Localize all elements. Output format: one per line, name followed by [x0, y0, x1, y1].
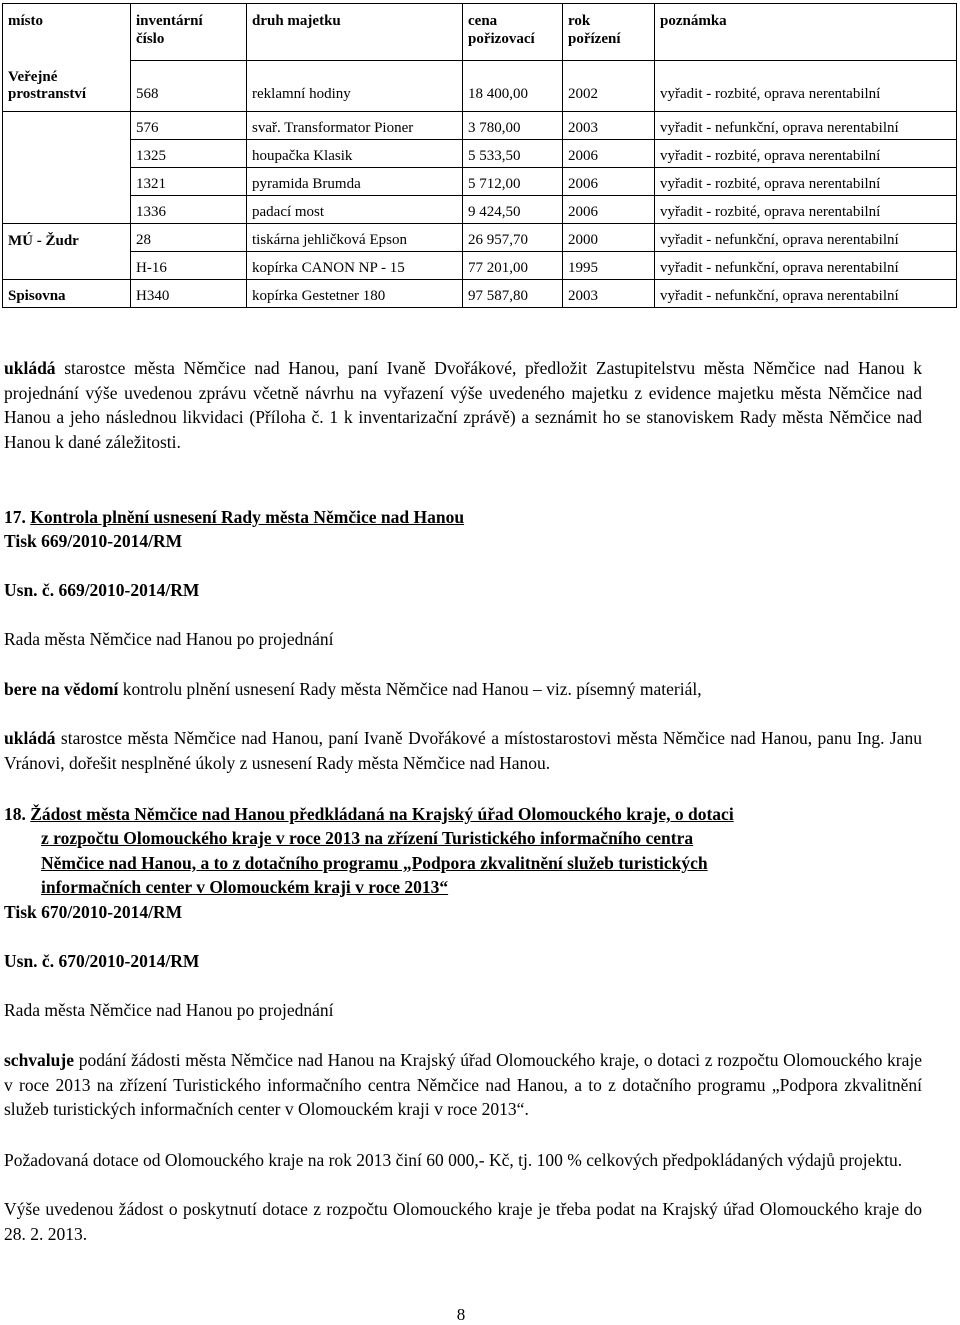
cell-cislo: 568	[131, 61, 247, 112]
cell-misto	[3, 168, 131, 196]
section-18-usneseni: Usn. č. 670/2010-2014/RM	[4, 951, 200, 971]
cell-poznamka: vyřadit - nefunkční, oprava nerentabilní	[655, 224, 957, 252]
cell-poznamka: vyřadit - rozbité, oprava nerentabilní	[655, 61, 957, 112]
header-inventarni-cislo: inventární číslo	[131, 4, 247, 61]
cell-druh: svař. Transformator Pioner	[247, 112, 463, 140]
cell-poznamka: vyřadit - rozbité, oprava nerentabilní	[655, 196, 957, 224]
cell-misto	[3, 196, 131, 224]
cell-cena: 3 780,00	[463, 112, 563, 140]
cell-misto: Veřejné prostranství	[3, 61, 131, 112]
cell-misto	[3, 252, 131, 280]
cell-druh: pyramida Brumda	[247, 168, 463, 196]
table-row	[3, 196, 957, 224]
cell-rok: 1995	[563, 252, 655, 280]
section-18-tisk: Tisk 670/2010-2014/RM	[4, 902, 183, 922]
cell-rok: 2006	[563, 168, 655, 196]
cell-rok: 2003	[563, 280, 655, 308]
cell-rok: 2006	[563, 140, 655, 168]
section-18-pozadovana-dotace: Požadovaná dotace od Olomouckého kraje na rok 2013 činí 60 000,- Kč, tj. 100 % celkových předpokládaných výdajů projektu.	[4, 1150, 903, 1170]
cell-poznamka: vyřadit - rozbité, oprava nerentabilní	[655, 140, 957, 168]
table-row	[3, 112, 957, 140]
cell-misto: Spisovna	[3, 280, 131, 308]
cell-cislo: 28	[131, 224, 247, 252]
page-number: 8	[456, 1305, 466, 1324]
cell-cislo: 1336	[131, 196, 247, 224]
cell-cena: 18 400,00	[463, 61, 563, 112]
cell-cena: 5 712,00	[463, 168, 563, 196]
section-18-heading: 18. Žádost města Němčice nad Hanou předkládaná na Krajský úřad Olomouckého kraje, o dotaci z rozpočtu Olomouckého kraje v roce 2013 na zřízení Turistického informačního centra Němčice nad Hanou, a to z dotačního programu „Podpora zkvalitnění služeb turistických informačních center v Olomouckém kraji v roce 2013“	[4, 804, 734, 897]
asset-disposal-table	[2, 3, 957, 308]
cell-druh: kopírka CANON NP - 15	[247, 252, 463, 280]
cell-cena: 9 424,50	[463, 196, 563, 224]
table-row	[3, 252, 957, 280]
header-cena: cena pořizovací	[463, 4, 563, 61]
cell-poznamka: vyřadit - nefunkční, oprava nerentabilní	[655, 112, 957, 140]
table-row	[3, 140, 957, 168]
header-druh-majetku: druh majetku	[247, 4, 463, 61]
cell-druh: kopírka Gestetner 180	[247, 280, 463, 308]
cell-cena: 5 533,50	[463, 140, 563, 168]
header-poznamka: poznámka	[655, 4, 957, 61]
paragraph-uklada-inventarizace: ukládá starostce města Němčice nad Hanou, paní Ivaně Dvořákové, předložit Zastupitelstvu města Němčice nad Hanou k projednání výše uvedenou zprávu včetně návrhu na vyřazení výše uvedeného majetku z evidence majetku města Němčice nad Hanou a jeho následnou likvidaci (Příloha č. 1 k inventarizační zprávě) a seznámit ho se stanoviskem Rady města Němčice nad Hanou k dané záležitosti.	[4, 358, 922, 452]
cell-cislo: 1325	[131, 140, 247, 168]
header-misto: místo	[3, 4, 131, 61]
cell-poznamka: vyřadit - nefunkční, oprava nerentabilní	[655, 252, 957, 280]
table-row	[3, 224, 957, 252]
cell-misto	[3, 112, 131, 140]
table-header-row	[3, 4, 957, 61]
cell-poznamka: vyřadit - nefunkční, oprava nerentabilní	[655, 280, 957, 308]
cell-cislo: H-16	[131, 252, 247, 280]
cell-misto: MÚ - Žudr	[3, 224, 131, 252]
section-17-rada: Rada města Němčice nad Hanou po projednání	[4, 629, 334, 649]
section-18-rada: Rada města Němčice nad Hanou po projednání	[4, 1000, 334, 1020]
cell-cislo: H340	[131, 280, 247, 308]
cell-cislo: 576	[131, 112, 247, 140]
cell-cislo: 1321	[131, 168, 247, 196]
cell-druh: houpačka Klasik	[247, 140, 463, 168]
section-18-schvaluje: schvaluje podání žádosti města Němčice nad Hanou na Krajský úřad Olomouckého kraje, o dotaci z rozpočtu Olomouckého kraje v roce 2013 na zřízení Turistického informačního centra Němčice nad Hanou, a to z dotačního programu „Podpora zkvalitnění služeb turistických informačních center v Olomouckém kraji v roce 2013“.	[4, 1050, 922, 1119]
header-rok: rok pořízení	[563, 4, 655, 61]
cell-cena: 77 201,00	[463, 252, 563, 280]
section-17-uklada: ukládá starostce města Němčice nad Hanou, paní Ivaně Dvořákové a místostarostovi města Němčice nad Hanou, panu Ing. Janu Vránovi, dořešit nesplněné úkoly z usnesení Rady města Němčice nad Hanou.	[4, 728, 922, 773]
section-17-bere-na-vedomi: bere na vědomí kontrolu plnění usnesení Rady města Němčice nad Hanou – viz. písemný materiál,	[4, 679, 702, 699]
table-row	[3, 280, 957, 308]
cell-druh: tiskárna jehličková Epson	[247, 224, 463, 252]
cell-cena: 26 957,70	[463, 224, 563, 252]
cell-rok: 2006	[563, 196, 655, 224]
cell-rok: 2003	[563, 112, 655, 140]
table-row	[3, 61, 957, 112]
cell-rok: 2000	[563, 224, 655, 252]
cell-druh: reklamní hodiny	[247, 61, 463, 112]
section-18-podani-zadosti: Výše uvedenou žádost o poskytnutí dotace z rozpočtu Olomouckého kraje je třeba podat na Krajský úřad Olomouckého kraje do 28. 2. 2013.	[4, 1199, 922, 1244]
cell-poznamka: vyřadit - rozbité, oprava nerentabilní	[655, 168, 957, 196]
cell-cena: 97 587,80	[463, 280, 563, 308]
cell-druh: padací most	[247, 196, 463, 224]
cell-misto	[3, 140, 131, 168]
table-row	[3, 168, 957, 196]
cell-rok: 2002	[563, 61, 655, 112]
section-17-tisk: Tisk 669/2010-2014/RM	[4, 531, 183, 551]
section-17-usneseni: Usn. č. 669/2010-2014/RM	[4, 580, 200, 600]
section-17-heading: 17. Kontrola plnění usnesení Rady města Němčice nad Hanou	[4, 507, 465, 527]
